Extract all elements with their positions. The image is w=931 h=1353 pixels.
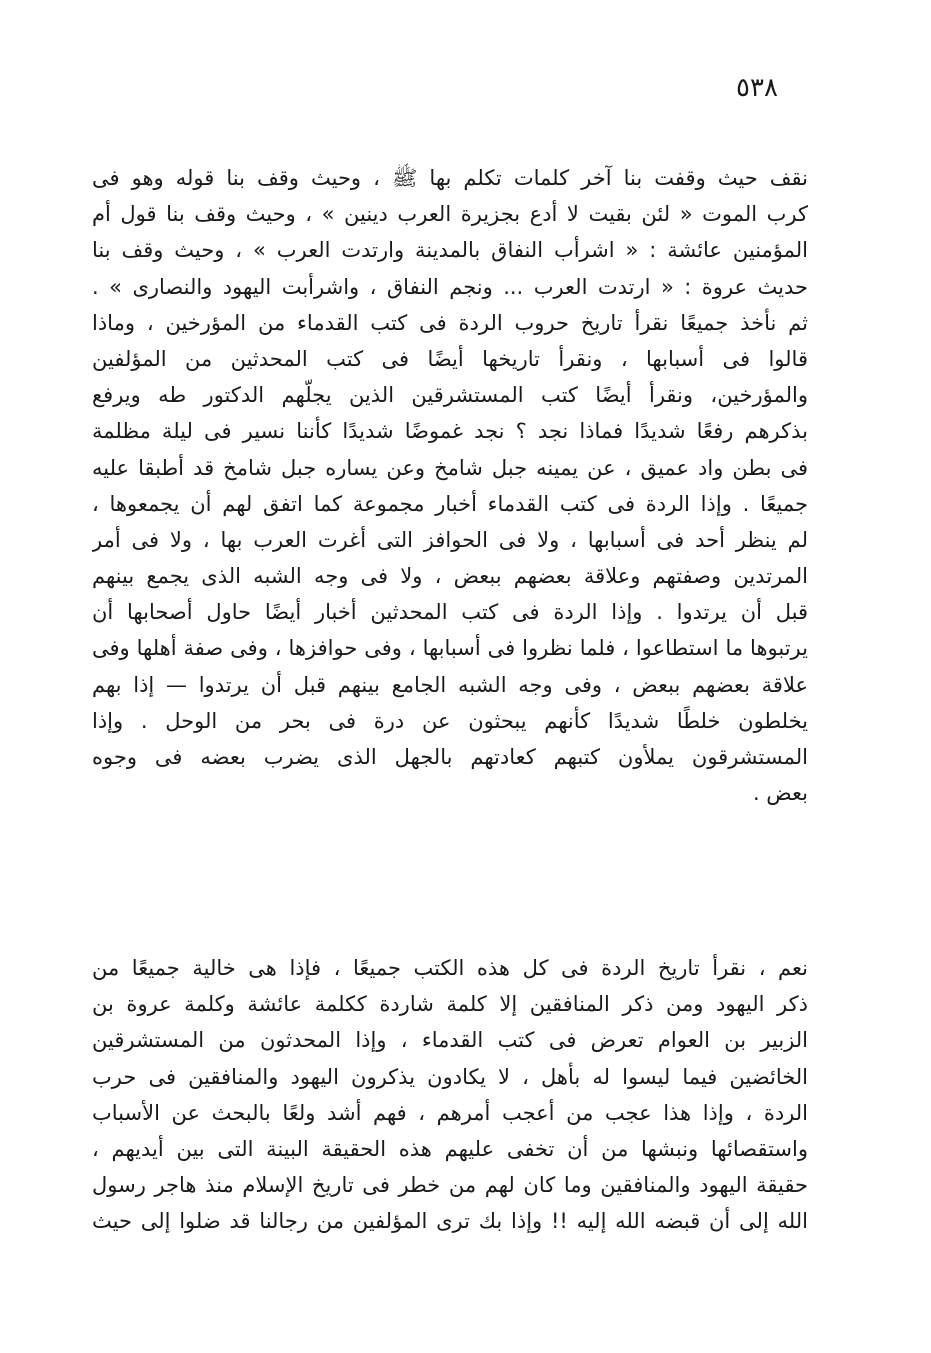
text-line: الزبير بن العوام تعرض فى كتب القدماء ، وإذا المحدثون من المستشرقين	[92, 1028, 808, 1053]
text-line: بعض .	[752, 781, 808, 806]
text-line: واستقصائها ونبشها من أن تخفى عليهم هذه الحقيقة البينة التى بين أيديهم ،	[92, 1136, 808, 1161]
text-line: يخلطون خلطًا شديدًا كأنهم يبحثون عن درة فى بحر من الوحل . وإذا	[92, 708, 808, 733]
text-line: ذكر اليهود ومن ذكر المنافقين إلا كلمة شاردة ككلمة عائشة وكلمة عروة بن	[92, 992, 808, 1017]
text-line: قالوا فى أسبابها ، ونقرأ تاريخها أيضًا فى كتب المحدثين من المؤلفين	[92, 346, 808, 371]
text-line: يرتبوها ما استطاعوا ، فلما نظروا فى أسبابها ، وفى حوافزها ، وفى صفة أهلها وفى	[92, 636, 808, 661]
text-line: جميعًا . وإذا الردة فى كتب القدماء أخبار مجموعة كما اتفق لهم أن يجمعوها ،	[92, 491, 808, 516]
text-line: والمؤرخين، ونقرأ أيضًا كتب المستشرقين الذين يجلّهم الدكتور طه ويرفع	[92, 383, 808, 408]
page-number: ٥٣٨	[736, 73, 778, 103]
paragraph-2	[92, 950, 808, 1240]
text-line: الردة ، وإذا هذا عجب من أعجب أمرهم ، فهم أشد ولعًا بالبحث عن الأسباب	[92, 1100, 808, 1125]
text-line: كرب الموت « لئن بقيت لا أدع بجزيرة العرب دينين » ، وحيث وقف بنا قول أم	[92, 202, 808, 227]
text-line: قبل أن يرتدوا . وإذا الردة فى كتب المحدثين أخبار أيضًا حاول أصحابها أن	[92, 600, 808, 625]
paragraph-1	[92, 160, 808, 811]
text-line: المستشرقون يملأون كتبهم كعادتهم بالجهل الذى يضرب بعضه فى وجوه	[92, 745, 808, 769]
text-line: علاقة بعضهم ببعض ، وفى وجه الشبه الجامع بينهم قبل أن يرتدوا — إذا بهم	[92, 672, 808, 697]
text-line: نقف حيث وقفت بنا آخر كلمات تكلم بها ﷺ ، وحيث وقف بنا قوله وهو فى	[92, 166, 808, 190]
text-line: المؤمنين عائشة : « اشرأب النفاق بالمدينة وارتدت العرب » ، وحيث وقف بنا	[92, 238, 808, 263]
text-line: المرتدين وصفتهم وعلاقة بعضهم ببعض ، ولا فى وجه الشبه الذى يجمع بينهم	[92, 564, 808, 589]
text-line: فى بطن واد عميق ، عن يمينه جبل شامخ وعن يساره جبل شامخ قد أطبقا عليه	[92, 455, 808, 480]
text-line: نعم ، نقرأ تاريخ الردة فى كل هذه الكتب جميعًا ، فإذا هى خالية جميعًا من	[92, 956, 808, 980]
text-line: ثم نأخذ جميعًا نقرأ تاريخ حروب الردة فى كتب القدماء من المؤرخين ، وماذا	[92, 310, 808, 335]
text-line: الخائضين فيما ليسوا له بأهل ، لا يكادون يذكرون اليهود والمنافقين فى حرب	[92, 1064, 808, 1089]
text-line: بذكرهم رفعًا شديدًا فماذا نجد ؟ نجد غموضًا شديدًا كأننا نسير فى ليلة مظلمة	[92, 419, 808, 444]
text-line: الله إلى أن قبضه الله إليه !! وإذا بك ترى المؤلفين من رجالنا قد ضلوا إلى حيث	[92, 1209, 808, 1234]
text-line: حقيقة اليهود والمنافقين وما كان لهم من خطر فى تاريخ الإسلام منذ هاجر رسول	[92, 1173, 808, 1198]
text-line: لم ينظر أحد فى أسبابها ، ولا فى الحوافز التى أغرت العرب بها ، ولا فى أمر	[92, 527, 808, 552]
text-line: حديث عروة : « ارتدت العرب ... ونجم النفاق ، واشرأبت اليهود والنصارى » .	[92, 274, 808, 299]
